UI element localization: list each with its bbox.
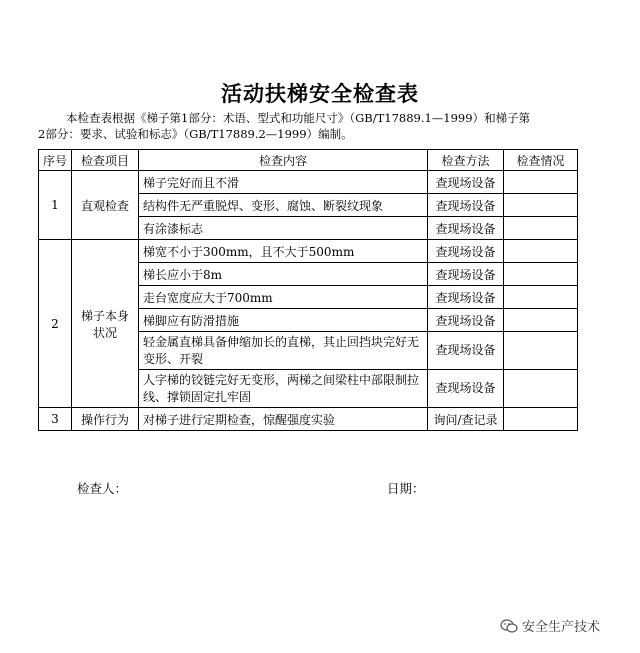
row-content: 走台宽度应大于700mm: [139, 286, 428, 309]
group-number: 2: [39, 240, 72, 408]
page-title: 活动扶梯安全检查表: [221, 82, 419, 106]
intro-line-2: 2部分：要求、试验和标志》（GB/T17889.2—1999）编制。: [38, 127, 353, 141]
row-status[interactable]: [504, 240, 578, 263]
row-method: 查现场设备: [428, 370, 504, 408]
table-header-row: [39, 150, 578, 171]
table-row: [39, 240, 578, 263]
group-item: 直观检查: [72, 171, 139, 240]
intro-line-1: 本检查表根据《梯子第1部分：术语、型式和功能尺寸》（GB/T17889.1—1999）和梯子第: [66, 111, 531, 125]
row-content: 梯脚应有防滑措施: [139, 309, 428, 332]
row-method: 询问/查记录: [428, 408, 504, 431]
table-row: [39, 408, 578, 431]
row-method: 查现场设备: [428, 171, 504, 194]
row-content: 人字梯的铰链完好无变形，两梯之间梁柱中部限制拉线、撑锁固定扎牢固: [139, 370, 428, 408]
header-item: 检查项目: [72, 150, 139, 171]
header-method: 检查方法: [428, 150, 504, 171]
row-content: 有涂漆标志: [139, 217, 428, 240]
row-content: 轻金属直梯具备伸缩加长的直梯，其止回挡块完好无变形、开裂: [139, 332, 428, 370]
row-content: 梯子完好而且不滑: [139, 171, 428, 194]
inspector-label: 检查人：: [77, 481, 128, 496]
row-content: 梯宽不小于300mm，且不大于500mm: [139, 240, 428, 263]
row-content: 结构件无严重脱焊、变形、腐蚀、断裂纹现象: [139, 194, 428, 217]
header-content: 检查内容: [139, 150, 428, 171]
row-status[interactable]: [504, 171, 578, 194]
row-content: 梯长应小于8m: [139, 263, 428, 286]
row-method: 查现场设备: [428, 263, 504, 286]
inspection-table: [38, 149, 578, 431]
wechat-icon: [500, 618, 518, 634]
intro-paragraph: [38, 110, 578, 142]
row-status[interactable]: [504, 370, 578, 408]
row-method: 查现场设备: [428, 240, 504, 263]
group-number: 3: [39, 408, 72, 431]
watermark-text: 安全生产技术: [522, 620, 601, 635]
row-method: 查现场设备: [428, 332, 504, 370]
row-status[interactable]: [504, 194, 578, 217]
row-content: 对梯子进行定期检查，惊醒强度实验: [139, 408, 428, 431]
row-status[interactable]: [504, 408, 578, 431]
row-status[interactable]: [504, 217, 578, 240]
watermark: [500, 616, 600, 635]
row-method: 查现场设备: [428, 194, 504, 217]
row-method: 查现场设备: [428, 217, 504, 240]
header-status: 检查情况: [504, 150, 578, 171]
table-row: [39, 171, 578, 194]
row-method: 查现场设备: [428, 309, 504, 332]
group-item: 操作行为: [72, 408, 139, 431]
group-item: 梯子本身状况: [72, 240, 139, 408]
date-label: 日期：: [387, 481, 425, 496]
row-method: 查现场设备: [428, 286, 504, 309]
group-number: 1: [39, 171, 72, 240]
header-number: 序号: [39, 150, 72, 171]
row-status[interactable]: [504, 332, 578, 370]
row-status[interactable]: [504, 309, 578, 332]
row-status[interactable]: [504, 286, 578, 309]
row-status[interactable]: [504, 263, 578, 286]
